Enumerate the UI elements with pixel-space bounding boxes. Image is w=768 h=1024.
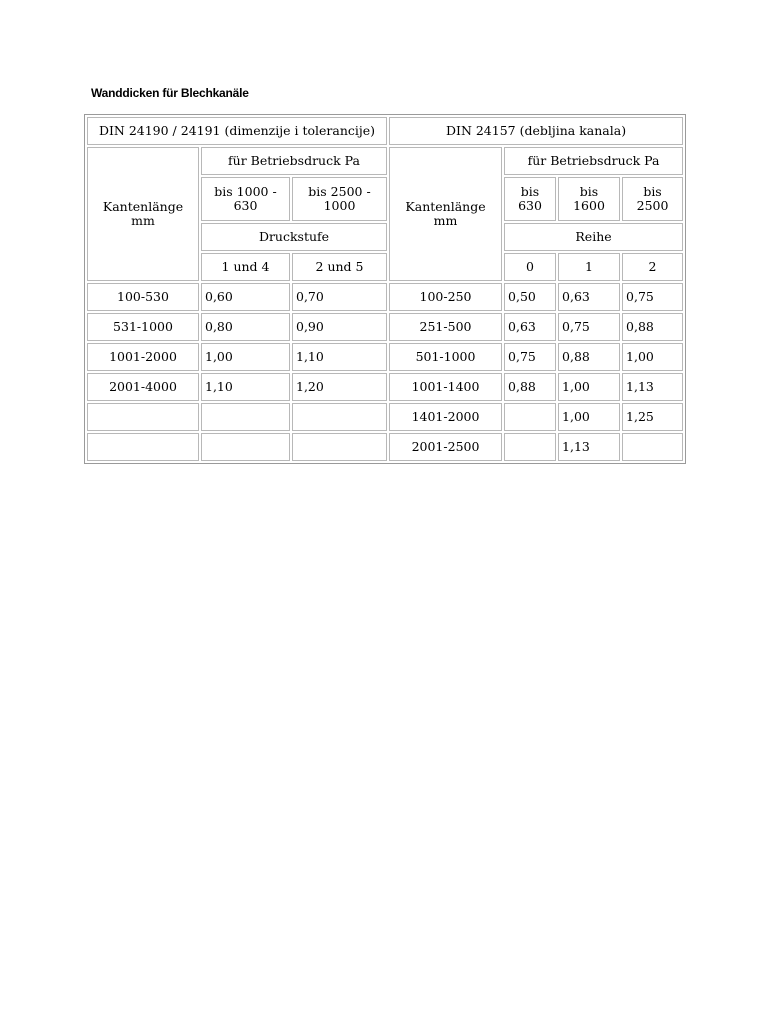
right-range-cell: 251-500 [389,313,502,341]
right-value-cell: 1,00 [558,373,620,401]
right-value-cell: 1,25 [622,403,683,431]
left-betriebsdruck-header: für Betriebsdruck Pa [201,147,387,175]
table-row [87,433,683,461]
table-row [87,403,683,431]
left-druckstufe-header: Druckstufe [201,223,387,251]
right-range-cell: 1001-1400 [389,373,502,401]
left-value-cell: 1,20 [292,373,387,401]
right-reihe-col3: 2 [622,253,683,281]
right-pressure-col3: bis 2500 [622,177,683,221]
right-kantenlaenge-header: Kantenlänge mm [389,147,502,281]
left-value-cell: 0,70 [292,283,387,311]
right-value-cell: 0,63 [558,283,620,311]
right-standard-header: DIN 24157 (debljina kanala) [389,117,683,145]
right-reihe-col1: 0 [504,253,556,281]
left-stufe-col1: 1 und 4 [201,253,290,281]
left-value-cell: 0,80 [201,313,290,341]
left-range-cell [87,433,199,461]
right-value-cell: 0,75 [558,313,620,341]
table-row [87,313,683,341]
right-reihe-col2: 1 [558,253,620,281]
right-range-cell: 2001-2500 [389,433,502,461]
left-range-cell: 100-530 [87,283,199,311]
left-value-cell: 0,60 [201,283,290,311]
right-value-cell: 1,00 [558,403,620,431]
document-title: Wanddicken für Blechkanäle [91,86,249,100]
right-value-cell: 0,63 [504,313,556,341]
right-pressure-col2: bis 1600 [558,177,620,221]
left-value-cell: 1,10 [201,373,290,401]
right-betriebsdruck-header: für Betriebsdruck Pa [504,147,683,175]
right-pressure-col1: bis 630 [504,177,556,221]
right-range-cell: 1401-2000 [389,403,502,431]
wall-thickness-table [84,114,686,464]
left-value-cell: 1,00 [201,343,290,371]
right-value-cell: 0,50 [504,283,556,311]
right-value-cell: 0,75 [504,343,556,371]
left-kantenlaenge-header: Kantenlänge mm [87,147,199,281]
right-reihe-header: Reihe [504,223,683,251]
left-stufe-col2: 2 und 5 [292,253,387,281]
left-value-cell [292,403,387,431]
right-value-cell [504,403,556,431]
left-value-cell: 1,10 [292,343,387,371]
left-standard-header: DIN 24190 / 24191 (dimenzije i tolerancije) [87,117,387,145]
table-row [87,343,683,371]
right-value-cell: 1,13 [622,373,683,401]
right-value-cell: 0,88 [622,313,683,341]
left-pressure-col2: bis 2500 - 1000 [292,177,387,221]
right-value-cell [622,433,683,461]
left-range-cell [87,403,199,431]
table-row [87,283,683,311]
left-range-cell: 531-1000 [87,313,199,341]
right-value-cell: 0,88 [558,343,620,371]
left-range-cell: 2001-4000 [87,373,199,401]
right-value-cell [504,433,556,461]
left-value-cell [201,403,290,431]
right-value-cell: 0,75 [622,283,683,311]
left-pressure-col1: bis 1000 - 630 [201,177,290,221]
table-row [87,373,683,401]
left-range-cell: 1001-2000 [87,343,199,371]
right-range-cell: 501-1000 [389,343,502,371]
left-value-cell [201,433,290,461]
left-value-cell: 0,90 [292,313,387,341]
right-range-cell: 100-250 [389,283,502,311]
left-value-cell [292,433,387,461]
right-value-cell: 1,00 [622,343,683,371]
right-value-cell: 1,13 [558,433,620,461]
right-value-cell: 0,88 [504,373,556,401]
